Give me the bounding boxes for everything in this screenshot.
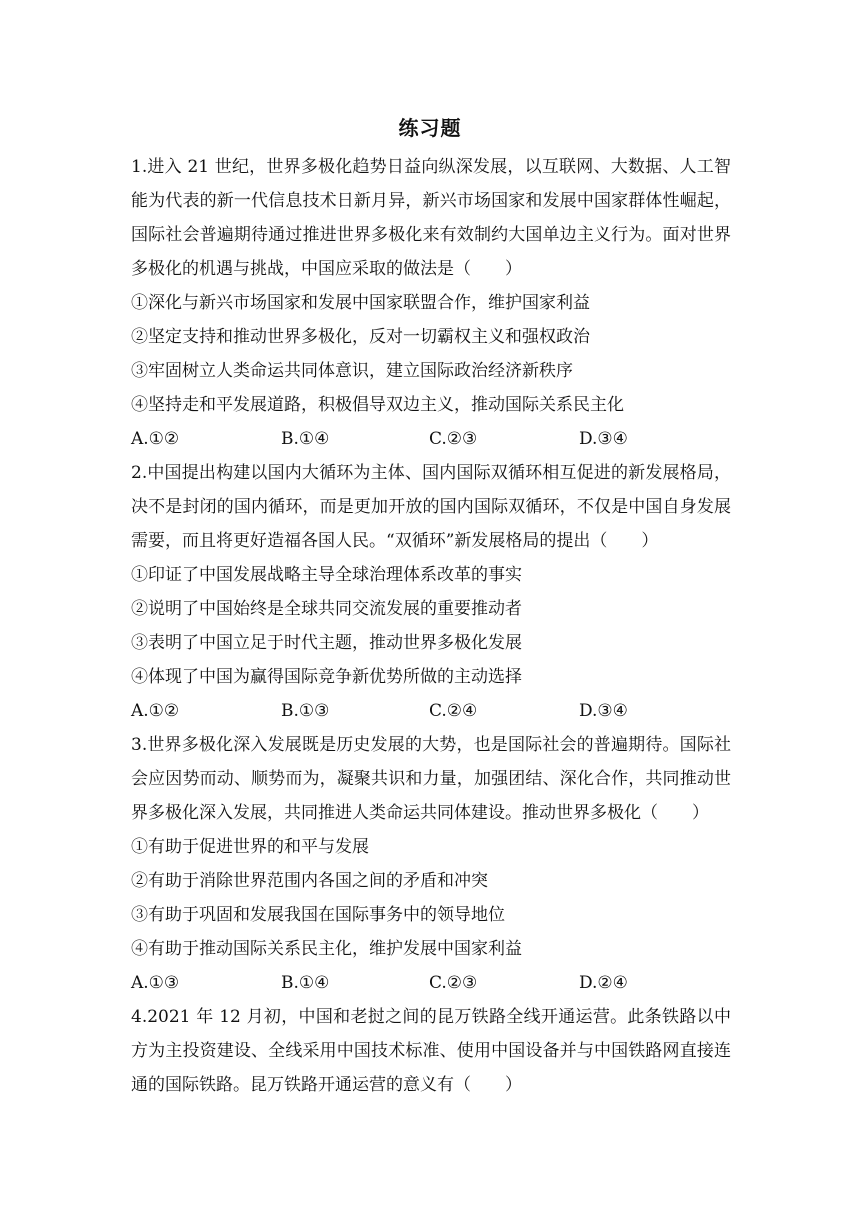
statement-item: ①印证了中国发展战略主导全球治理体系改革的事实: [131, 565, 522, 585]
answer-choice-a: A.①②: [131, 429, 180, 449]
answer-choice-a: A.①②: [131, 701, 180, 721]
answer-choice-b: B.①③: [281, 701, 330, 721]
question-stem: 3.世界多极化深入发展既是历史发展的大势，也是国际社会的普遍期待。国际社会应因势而动、顺势而为，凝聚共识和力量，加强团结、深化合作，共同推动世界多极化深入发展，共同推进人类命运共同体建设。推动世界多极化（ ）: [131, 735, 731, 823]
answer-choice-c: C.②④: [429, 701, 478, 721]
answer-choice-c: C.②③: [429, 429, 478, 449]
answer-choice-b: B.①④: [281, 973, 330, 993]
statement-item: ③有助于巩固和发展我国在国际事务中的领导地位: [131, 905, 505, 925]
answer-choice-c: C.②③: [429, 973, 478, 993]
answer-choices: [131, 422, 731, 456]
question-stem: 1.进入 21 世纪，世界多极化趋势日益向纵深发展，以互联网、大数据、人工智能为代表的新一代信息技术日新月异，新兴市场国家和发展中国家群体性崛起，国际社会普遍期待通过推进世界多极化来有效制约大国单边主义行为。面对世界多极化的机遇与挑战，中国应采取的做法是（ ）: [131, 157, 731, 279]
question-stem: 2.中国提出构建以国内大循环为主体、国内国际双循环相互促进的新发展格局，决不是封闭的国内循环，而是更加开放的国内国际双循环，不仅是中国自身发展需要，而且将更好造福各国人民。“双循环”新发展格局的提出（ ）: [131, 463, 731, 551]
statement-item: ①深化与新兴市场国家和发展中国家联盟合作，维护国家利益: [131, 293, 590, 313]
statement-item: ③表明了中国立足于时代主题，推动世界多极化发展: [131, 633, 522, 653]
question-4: [131, 1000, 731, 1102]
answer-choice-b: B.①④: [281, 429, 330, 449]
answer-choice-d: D.③④: [579, 429, 628, 449]
answer-choice-a: A.①③: [131, 973, 180, 993]
statement-item: ④坚持走和平发展道路，积极倡导双边主义，推动国际关系民主化: [131, 395, 624, 415]
answer-choices: [131, 694, 731, 728]
page-title: 练习题: [398, 116, 462, 140]
question-list: [131, 150, 731, 1102]
statement-item: ④有助于推动国际关系民主化，维护发展中国家利益: [131, 939, 522, 959]
question-2: [131, 456, 731, 728]
statement-item: ①有助于促进世界的和平与发展: [131, 837, 369, 857]
answer-choice-d: D.③④: [579, 701, 628, 721]
statement-item: ②说明了中国始终是全球共同交流发展的重要推动者: [131, 599, 522, 619]
question-stem: 4.2021 年 12 月初，中国和老挝之间的昆万铁路全线开通运营。此条铁路以中方为主投资建设、全线采用中国技术标准、使用中国设备并与中国铁路网直接连通的国际铁路。昆万铁路开通运营的意义有（ ）: [131, 1007, 731, 1095]
statement-item: ④体现了中国为赢得国际竞争新优势所做的主动选择: [131, 667, 522, 687]
answer-choices: [131, 966, 731, 1000]
statement-item: ②有助于消除世界范围内各国之间的矛盾和冲突: [131, 871, 488, 891]
question-1: [131, 150, 731, 456]
statement-item: ③牢固树立人类命运共同体意识，建立国际政治经济新秩序: [131, 361, 573, 381]
question-3: [131, 728, 731, 1000]
statement-item: ②坚定支持和推动世界多极化，反对一切霸权主义和强权政治: [131, 327, 590, 347]
answer-choice-d: D.②④: [579, 973, 628, 993]
